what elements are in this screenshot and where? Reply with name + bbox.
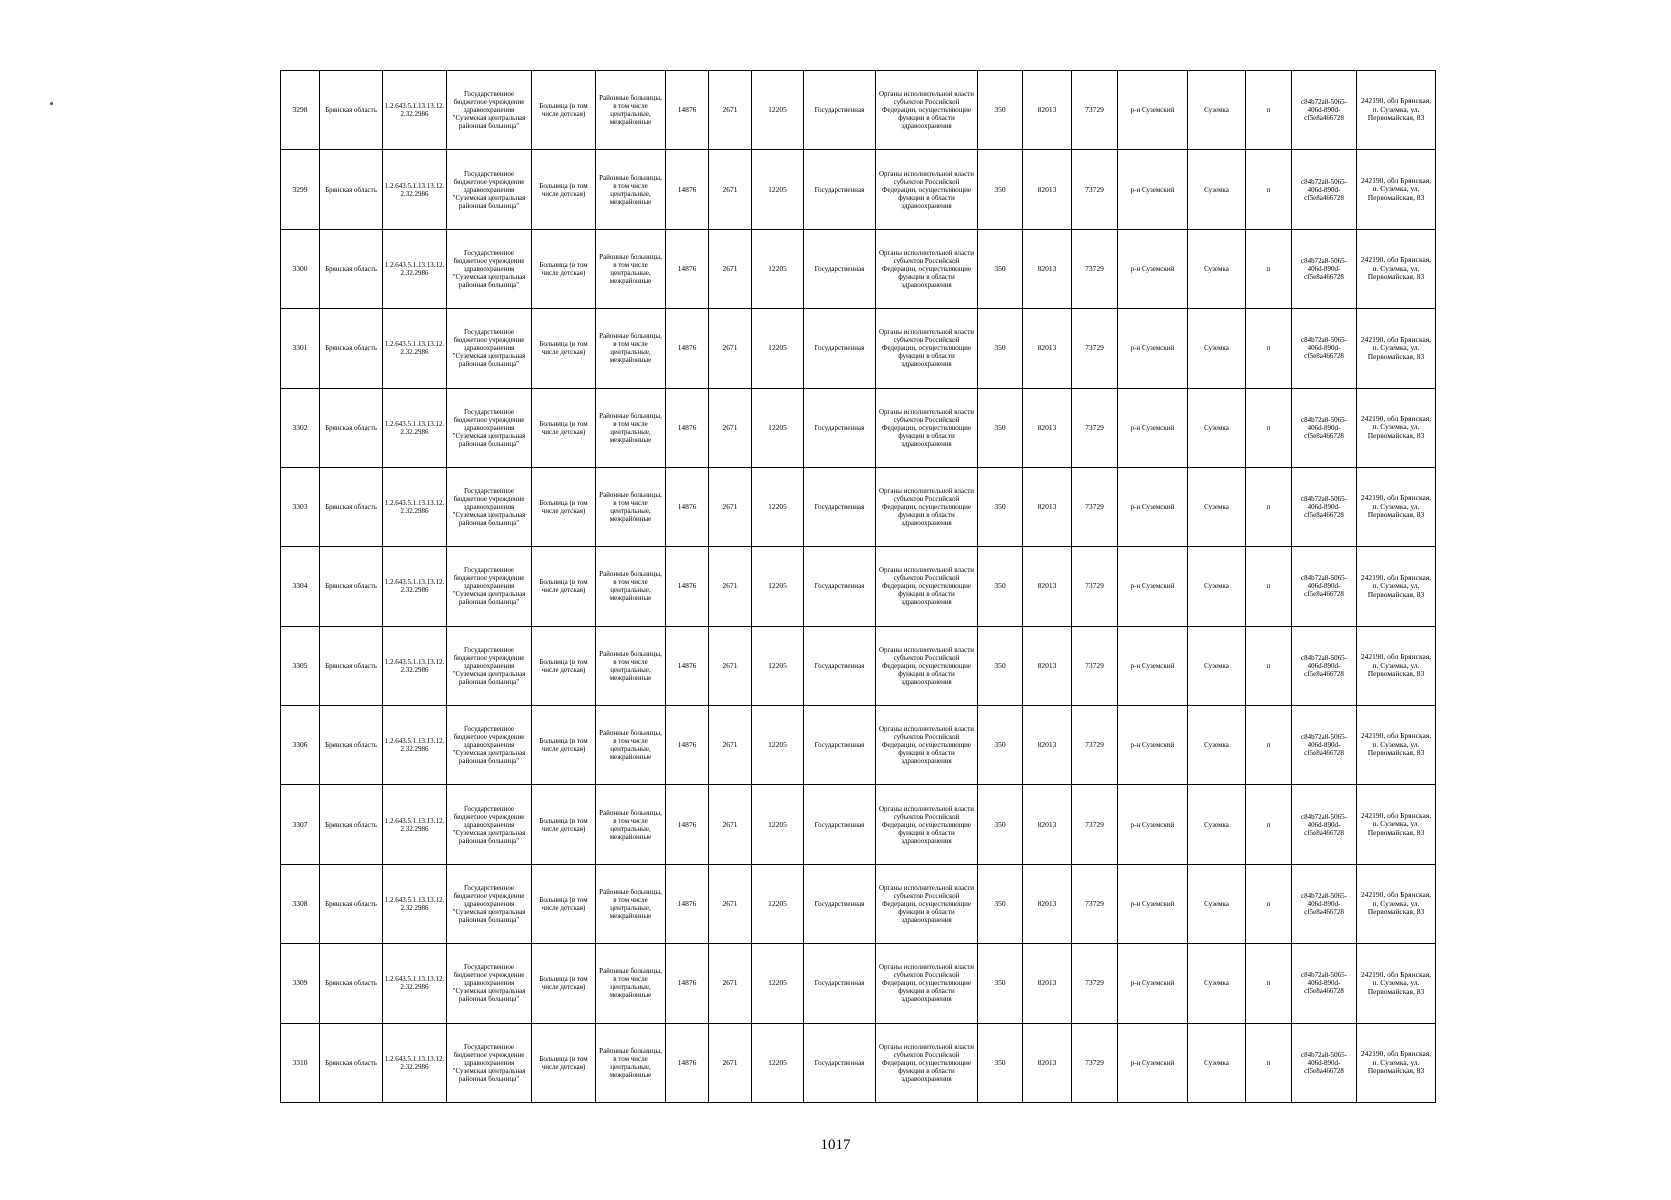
cell-registry-code: 1.2.643.5.1.13.13.12.2.32.2986: [383, 71, 447, 150]
cell-value-6: 73729: [1072, 309, 1118, 388]
cell-value-3: 12205: [752, 309, 804, 388]
cell-value-6: 73729: [1072, 388, 1118, 467]
table-row: [281, 706, 1436, 785]
cell-region: Брянская область: [320, 706, 383, 785]
cell-organization-type: Больница (в том числе детская): [532, 150, 596, 229]
cell-value-1: 14876: [666, 944, 709, 1023]
cell-value-3: 12205: [752, 547, 804, 626]
cell-guid: c84b72a8-5065-406d-890d-cf5e8a466728: [1292, 626, 1357, 705]
cell-organization-name: Государственное бюджетное учреждение здравоохранения "Суземская центральная районная больница": [447, 150, 532, 229]
cell-organization-name: Государственное бюджетное учреждение здравоохранения "Суземская центральная районная больница": [447, 309, 532, 388]
cell-ownership: Государственная: [804, 864, 876, 943]
table-row: [281, 785, 1436, 864]
cell-value-2: 2671: [709, 309, 752, 388]
cell-registry-code: 1.2.643.5.1.13.13.12.2.32.2986: [383, 944, 447, 1023]
cell-guid: c84b72a8-5065-406d-890d-cf5e8a466728: [1292, 785, 1357, 864]
cell-region: Брянская область: [320, 388, 383, 467]
cell-region: Брянская область: [320, 71, 383, 150]
cell-district: р-н Суземский: [1118, 785, 1188, 864]
cell-value-1: 14876: [666, 785, 709, 864]
cell-value-2: 2671: [709, 1023, 752, 1103]
cell-value-1: 14876: [666, 1023, 709, 1103]
cell-guid: c84b72a8-5065-406d-890d-cf5e8a466728: [1292, 388, 1357, 467]
cell-value-4: 350: [978, 547, 1023, 626]
cell-profile: Районные больницы, в том числе центральные, межрайонные: [596, 150, 666, 229]
page-number: 1017: [820, 1137, 851, 1153]
cell-organization-name: Государственное бюджетное учреждение здравоохранения "Суземская центральная районная больница": [447, 388, 532, 467]
cell-region: Брянская область: [320, 785, 383, 864]
cell-profile: Районные больницы, в том числе центральные, межрайонные: [596, 864, 666, 943]
cell-row-number: 3309: [281, 944, 320, 1023]
cell-organization-name: Государственное бюджетное учреждение здравоохранения "Суземская центральная районная больница": [447, 864, 532, 943]
cell-registry-code: 1.2.643.5.1.13.13.12.2.32.2986: [383, 626, 447, 705]
cell-settlement: Суземка: [1188, 864, 1246, 943]
cell-district: р-н Суземский: [1118, 547, 1188, 626]
cell-guid: c84b72a8-5065-406d-890d-cf5e8a466728: [1292, 467, 1357, 546]
cell-value-5: 82013: [1023, 467, 1072, 546]
cell-address: 242190, обл Брянская, п. Суземка, ул. Первомайская, 83: [1357, 944, 1436, 1023]
cell-settlement-type: п: [1246, 229, 1292, 308]
cell-ownership: Государственная: [804, 706, 876, 785]
cell-region: Брянская область: [320, 467, 383, 546]
table-row: [281, 309, 1436, 388]
cell-organization-type: Больница (в том числе детская): [532, 626, 596, 705]
cell-organization-type: Больница (в том числе детская): [532, 309, 596, 388]
cell-value-6: 73729: [1072, 150, 1118, 229]
cell-organization-type: Больница (в том числе детская): [532, 467, 596, 546]
cell-row-number: 3304: [281, 547, 320, 626]
cell-value-2: 2671: [709, 864, 752, 943]
cell-value-6: 73729: [1072, 944, 1118, 1023]
cell-organization-name: Государственное бюджетное учреждение здравоохранения "Суземская центральная районная больница": [447, 944, 532, 1023]
cell-registry-code: 1.2.643.5.1.13.13.12.2.32.2986: [383, 309, 447, 388]
cell-value-4: 350: [978, 388, 1023, 467]
scan-speck: [50, 102, 53, 105]
cell-profile: Районные больницы, в том числе центральные, межрайонные: [596, 944, 666, 1023]
cell-region: Брянская область: [320, 1023, 383, 1103]
cell-value-6: 73729: [1072, 785, 1118, 864]
cell-value-3: 12205: [752, 229, 804, 308]
cell-value-6: 73729: [1072, 229, 1118, 308]
cell-registry-code: 1.2.643.5.1.13.13.12.2.32.2986: [383, 547, 447, 626]
cell-value-2: 2671: [709, 706, 752, 785]
cell-profile: Районные больницы, в том числе центральные, межрайонные: [596, 309, 666, 388]
cell-settlement: Суземка: [1188, 71, 1246, 150]
cell-settlement: Суземка: [1188, 1023, 1246, 1103]
cell-guid: c84b72a8-5065-406d-890d-cf5e8a466728: [1292, 864, 1357, 943]
cell-region: Брянская область: [320, 547, 383, 626]
cell-address: 242190, обл Брянская, п. Суземка, ул. Первомайская, 83: [1357, 71, 1436, 150]
cell-value-4: 350: [978, 1023, 1023, 1103]
cell-organization-name: Государственное бюджетное учреждение здравоохранения "Суземская центральная районная больница": [447, 229, 532, 308]
cell-registry-code: 1.2.643.5.1.13.13.12.2.32.2986: [383, 706, 447, 785]
cell-value-2: 2671: [709, 229, 752, 308]
cell-settlement-type: п: [1246, 944, 1292, 1023]
cell-value-5: 82013: [1023, 864, 1072, 943]
cell-row-number: 3303: [281, 467, 320, 546]
cell-authority: Органы исполнительной власти субъектов Российской Федерации, осуществляющие функции в области здравоохранения: [876, 1023, 978, 1103]
cell-address: 242190, обл Брянская, п. Суземка, ул. Первомайская, 83: [1357, 150, 1436, 229]
cell-value-4: 350: [978, 864, 1023, 943]
cell-row-number: 3299: [281, 150, 320, 229]
cell-authority: Органы исполнительной власти субъектов Российской Федерации, осуществляющие функции в области здравоохранения: [876, 467, 978, 546]
cell-guid: c84b72a8-5065-406d-890d-cf5e8a466728: [1292, 1023, 1357, 1103]
cell-value-1: 14876: [666, 467, 709, 546]
cell-value-3: 12205: [752, 864, 804, 943]
cell-district: р-н Суземский: [1118, 71, 1188, 150]
cell-settlement: Суземка: [1188, 706, 1246, 785]
cell-organization-type: Больница (в том числе детская): [532, 71, 596, 150]
cell-row-number: 3300: [281, 229, 320, 308]
cell-district: р-н Суземский: [1118, 1023, 1188, 1103]
cell-authority: Органы исполнительной власти субъектов Российской Федерации, осуществляющие функции в области здравоохранения: [876, 71, 978, 150]
cell-value-4: 350: [978, 150, 1023, 229]
cell-authority: Органы исполнительной власти субъектов Российской Федерации, осуществляющие функции в области здравоохранения: [876, 944, 978, 1023]
cell-profile: Районные больницы, в том числе центральные, межрайонные: [596, 706, 666, 785]
cell-region: Брянская область: [320, 864, 383, 943]
cell-value-2: 2671: [709, 626, 752, 705]
cell-value-2: 2671: [709, 150, 752, 229]
table-row: [281, 71, 1436, 150]
cell-settlement-type: п: [1246, 150, 1292, 229]
cell-settlement: Суземка: [1188, 309, 1246, 388]
cell-registry-code: 1.2.643.5.1.13.13.12.2.32.2986: [383, 1023, 447, 1103]
cell-row-number: 3302: [281, 388, 320, 467]
cell-settlement-type: п: [1246, 785, 1292, 864]
cell-value-3: 12205: [752, 785, 804, 864]
cell-organization-name: Государственное бюджетное учреждение здравоохранения "Суземская центральная районная больница": [447, 467, 532, 546]
cell-profile: Районные больницы, в том числе центральные, межрайонные: [596, 626, 666, 705]
cell-settlement: Суземка: [1188, 626, 1246, 705]
cell-region: Брянская область: [320, 626, 383, 705]
cell-authority: Органы исполнительной власти субъектов Российской Федерации, осуществляющие функции в области здравоохранения: [876, 626, 978, 705]
cell-value-3: 12205: [752, 71, 804, 150]
cell-value-5: 82013: [1023, 944, 1072, 1023]
cell-value-4: 350: [978, 71, 1023, 150]
cell-settlement-type: п: [1246, 309, 1292, 388]
cell-value-3: 12205: [752, 706, 804, 785]
cell-settlement: Суземка: [1188, 229, 1246, 308]
cell-value-6: 73729: [1072, 1023, 1118, 1103]
cell-registry-code: 1.2.643.5.1.13.13.12.2.32.2986: [383, 229, 447, 308]
cell-district: р-н Суземский: [1118, 388, 1188, 467]
cell-address: 242190, обл Брянская, п. Суземка, ул. Первомайская, 83: [1357, 626, 1436, 705]
cell-address: 242190, обл Брянская, п. Суземка, ул. Первомайская, 83: [1357, 309, 1436, 388]
cell-guid: c84b72a8-5065-406d-890d-cf5e8a466728: [1292, 706, 1357, 785]
cell-organization-type: Больница (в том числе детская): [532, 229, 596, 308]
cell-guid: c84b72a8-5065-406d-890d-cf5e8a466728: [1292, 944, 1357, 1023]
cell-value-2: 2671: [709, 467, 752, 546]
cell-organization-type: Больница (в том числе детская): [532, 388, 596, 467]
cell-district: р-н Суземский: [1118, 626, 1188, 705]
cell-address: 242190, обл Брянская, п. Суземка, ул. Первомайская, 83: [1357, 864, 1436, 943]
cell-district: р-н Суземский: [1118, 467, 1188, 546]
cell-value-3: 12205: [752, 1023, 804, 1103]
cell-value-2: 2671: [709, 944, 752, 1023]
cell-row-number: 3310: [281, 1023, 320, 1103]
cell-profile: Районные больницы, в том числе центральные, межрайонные: [596, 1023, 666, 1103]
cell-value-4: 350: [978, 309, 1023, 388]
cell-value-2: 2671: [709, 388, 752, 467]
cell-organization-name: Государственное бюджетное учреждение здравоохранения "Суземская центральная районная больница": [447, 706, 532, 785]
cell-value-1: 14876: [666, 706, 709, 785]
cell-row-number: 3308: [281, 864, 320, 943]
cell-registry-code: 1.2.643.5.1.13.13.12.2.32.2986: [383, 150, 447, 229]
cell-settlement: Суземка: [1188, 944, 1246, 1023]
cell-value-6: 73729: [1072, 71, 1118, 150]
cell-ownership: Государственная: [804, 626, 876, 705]
cell-guid: c84b72a8-5065-406d-890d-cf5e8a466728: [1292, 150, 1357, 229]
cell-registry-code: 1.2.643.5.1.13.13.12.2.32.2986: [383, 864, 447, 943]
cell-registry-code: 1.2.643.5.1.13.13.12.2.32.2986: [383, 467, 447, 546]
cell-authority: Органы исполнительной власти субъектов Российской Федерации, осуществляющие функции в области здравоохранения: [876, 547, 978, 626]
table-row: [281, 229, 1436, 308]
cell-guid: c84b72a8-5065-406d-890d-cf5e8a466728: [1292, 547, 1357, 626]
table-row: [281, 944, 1436, 1023]
cell-organization-type: Больница (в том числе детская): [532, 706, 596, 785]
cell-organization-name: Государственное бюджетное учреждение здравоохранения "Суземская центральная районная больница": [447, 785, 532, 864]
cell-row-number: 3305: [281, 626, 320, 705]
cell-value-3: 12205: [752, 626, 804, 705]
cell-value-1: 14876: [666, 150, 709, 229]
cell-profile: Районные больницы, в том числе центральные, межрайонные: [596, 467, 666, 546]
table-row: [281, 388, 1436, 467]
cell-ownership: Государственная: [804, 309, 876, 388]
cell-district: р-н Суземский: [1118, 229, 1188, 308]
cell-value-5: 82013: [1023, 229, 1072, 308]
cell-value-6: 73729: [1072, 467, 1118, 546]
cell-region: Брянская область: [320, 229, 383, 308]
cell-organization-type: Больница (в том числе детская): [532, 864, 596, 943]
cell-ownership: Государственная: [804, 150, 876, 229]
cell-value-5: 82013: [1023, 547, 1072, 626]
cell-authority: Органы исполнительной власти субъектов Российской Федерации, осуществляющие функции в области здравоохранения: [876, 785, 978, 864]
cell-row-number: 3306: [281, 706, 320, 785]
cell-district: р-н Суземский: [1118, 864, 1188, 943]
cell-district: р-н Суземский: [1118, 944, 1188, 1023]
cell-value-5: 82013: [1023, 150, 1072, 229]
cell-settlement-type: п: [1246, 706, 1292, 785]
cell-value-1: 14876: [666, 71, 709, 150]
cell-ownership: Государственная: [804, 229, 876, 308]
cell-settlement: Суземка: [1188, 547, 1246, 626]
cell-value-1: 14876: [666, 309, 709, 388]
cell-address: 242190, обл Брянская, п. Суземка, ул. Первомайская, 83: [1357, 1023, 1436, 1103]
cell-value-5: 82013: [1023, 626, 1072, 705]
cell-value-6: 73729: [1072, 547, 1118, 626]
cell-address: 242190, обл Брянская, п. Суземка, ул. Первомайская, 83: [1357, 785, 1436, 864]
cell-value-4: 350: [978, 467, 1023, 546]
cell-address: 242190, обл Брянская, п. Суземка, ул. Первомайская, 83: [1357, 229, 1436, 308]
cell-authority: Органы исполнительной власти субъектов Российской Федерации, осуществляющие функции в области здравоохранения: [876, 388, 978, 467]
cell-organization-type: Больница (в том числе детская): [532, 785, 596, 864]
cell-region: Брянская область: [320, 944, 383, 1023]
cell-address: 242190, обл Брянская, п. Суземка, ул. Первомайская, 83: [1357, 388, 1436, 467]
cell-value-6: 73729: [1072, 706, 1118, 785]
table-row: [281, 864, 1436, 943]
cell-value-1: 14876: [666, 229, 709, 308]
cell-value-1: 14876: [666, 388, 709, 467]
cell-settlement-type: п: [1246, 388, 1292, 467]
cell-value-2: 2671: [709, 547, 752, 626]
cell-region: Брянская область: [320, 309, 383, 388]
cell-profile: Районные больницы, в том числе центральные, межрайонные: [596, 229, 666, 308]
cell-district: р-н Суземский: [1118, 150, 1188, 229]
cell-profile: Районные больницы, в том числе центральные, межрайонные: [596, 785, 666, 864]
cell-value-3: 12205: [752, 150, 804, 229]
cell-settlement-type: п: [1246, 467, 1292, 546]
cell-profile: Районные больницы, в том числе центральные, межрайонные: [596, 388, 666, 467]
cell-guid: c84b72a8-5065-406d-890d-cf5e8a466728: [1292, 309, 1357, 388]
registry-table: [280, 70, 1436, 1103]
cell-district: р-н Суземский: [1118, 706, 1188, 785]
cell-value-5: 82013: [1023, 309, 1072, 388]
cell-row-number: 3307: [281, 785, 320, 864]
cell-organization-type: Больница (в том числе детская): [532, 944, 596, 1023]
cell-organization-name: Государственное бюджетное учреждение здравоохранения "Суземская центральная районная больница": [447, 547, 532, 626]
cell-settlement-type: п: [1246, 71, 1292, 150]
cell-guid: c84b72a8-5065-406d-890d-cf5e8a466728: [1292, 71, 1357, 150]
cell-organization-name: Государственное бюджетное учреждение здравоохранения "Суземская центральная районная больница": [447, 626, 532, 705]
cell-ownership: Государственная: [804, 944, 876, 1023]
cell-row-number: 3301: [281, 309, 320, 388]
cell-value-4: 350: [978, 785, 1023, 864]
cell-value-4: 350: [978, 229, 1023, 308]
table-row: [281, 547, 1436, 626]
cell-address: 242190, обл Брянская, п. Суземка, ул. Первомайская, 83: [1357, 467, 1436, 546]
cell-settlement-type: п: [1246, 547, 1292, 626]
cell-settlement: Суземка: [1188, 150, 1246, 229]
cell-authority: Органы исполнительной власти субъектов Российской Федерации, осуществляющие функции в области здравоохранения: [876, 150, 978, 229]
cell-ownership: Государственная: [804, 1023, 876, 1103]
cell-ownership: Государственная: [804, 71, 876, 150]
cell-settlement: Суземка: [1188, 467, 1246, 546]
cell-address: 242190, обл Брянская, п. Суземка, ул. Первомайская, 83: [1357, 547, 1436, 626]
cell-value-1: 14876: [666, 547, 709, 626]
table-row: [281, 1023, 1436, 1103]
cell-settlement-type: п: [1246, 626, 1292, 705]
cell-value-5: 82013: [1023, 1023, 1072, 1103]
cell-value-4: 350: [978, 706, 1023, 785]
cell-settlement: Суземка: [1188, 785, 1246, 864]
cell-value-5: 82013: [1023, 785, 1072, 864]
cell-registry-code: 1.2.643.5.1.13.13.12.2.32.2986: [383, 785, 447, 864]
table-row: [281, 626, 1436, 705]
cell-organization-name: Государственное бюджетное учреждение здравоохранения "Суземская центральная районная больница": [447, 1023, 532, 1103]
cell-profile: Районные больницы, в том числе центральные, межрайонные: [596, 547, 666, 626]
cell-authority: Органы исполнительной власти субъектов Российской Федерации, осуществляющие функции в области здравоохранения: [876, 864, 978, 943]
cell-ownership: Государственная: [804, 547, 876, 626]
cell-value-5: 82013: [1023, 388, 1072, 467]
cell-authority: Органы исполнительной власти субъектов Российской Федерации, осуществляющие функции в области здравоохранения: [876, 309, 978, 388]
cell-profile: Районные больницы, в том числе центральные, межрайонные: [596, 71, 666, 150]
cell-district: р-н Суземский: [1118, 309, 1188, 388]
registry-body: [281, 71, 1436, 1103]
cell-value-2: 2671: [709, 785, 752, 864]
cell-address: 242190, обл Брянская, п. Суземка, ул. Первомайская, 83: [1357, 706, 1436, 785]
cell-organization-name: Государственное бюджетное учреждение здравоохранения "Суземская центральная районная больница": [447, 71, 532, 150]
cell-value-5: 82013: [1023, 71, 1072, 150]
cell-ownership: Государственная: [804, 467, 876, 546]
cell-registry-code: 1.2.643.5.1.13.13.12.2.32.2986: [383, 388, 447, 467]
cell-value-2: 2671: [709, 71, 752, 150]
table-row: [281, 467, 1436, 546]
cell-settlement: Суземка: [1188, 388, 1246, 467]
cell-authority: Органы исполнительной власти субъектов Российской Федерации, осуществляющие функции в области здравоохранения: [876, 229, 978, 308]
cell-value-3: 12205: [752, 388, 804, 467]
cell-value-6: 73729: [1072, 626, 1118, 705]
cell-value-1: 14876: [666, 864, 709, 943]
cell-value-4: 350: [978, 944, 1023, 1023]
cell-settlement-type: п: [1246, 864, 1292, 943]
cell-authority: Органы исполнительной власти субъектов Российской Федерации, осуществляющие функции в области здравоохранения: [876, 706, 978, 785]
cell-value-4: 350: [978, 626, 1023, 705]
cell-row-number: 3298: [281, 71, 320, 150]
cell-organization-type: Больница (в том числе детская): [532, 1023, 596, 1103]
cell-organization-type: Больница (в том числе детская): [532, 547, 596, 626]
cell-value-1: 14876: [666, 626, 709, 705]
cell-region: Брянская область: [320, 150, 383, 229]
cell-guid: c84b72a8-5065-406d-890d-cf5e8a466728: [1292, 229, 1357, 308]
cell-ownership: Государственная: [804, 388, 876, 467]
cell-settlement-type: п: [1246, 1023, 1292, 1103]
cell-value-3: 12205: [752, 944, 804, 1023]
table-row: [281, 150, 1436, 229]
cell-ownership: Государственная: [804, 785, 876, 864]
cell-value-6: 73729: [1072, 864, 1118, 943]
cell-value-5: 82013: [1023, 706, 1072, 785]
cell-value-3: 12205: [752, 467, 804, 546]
